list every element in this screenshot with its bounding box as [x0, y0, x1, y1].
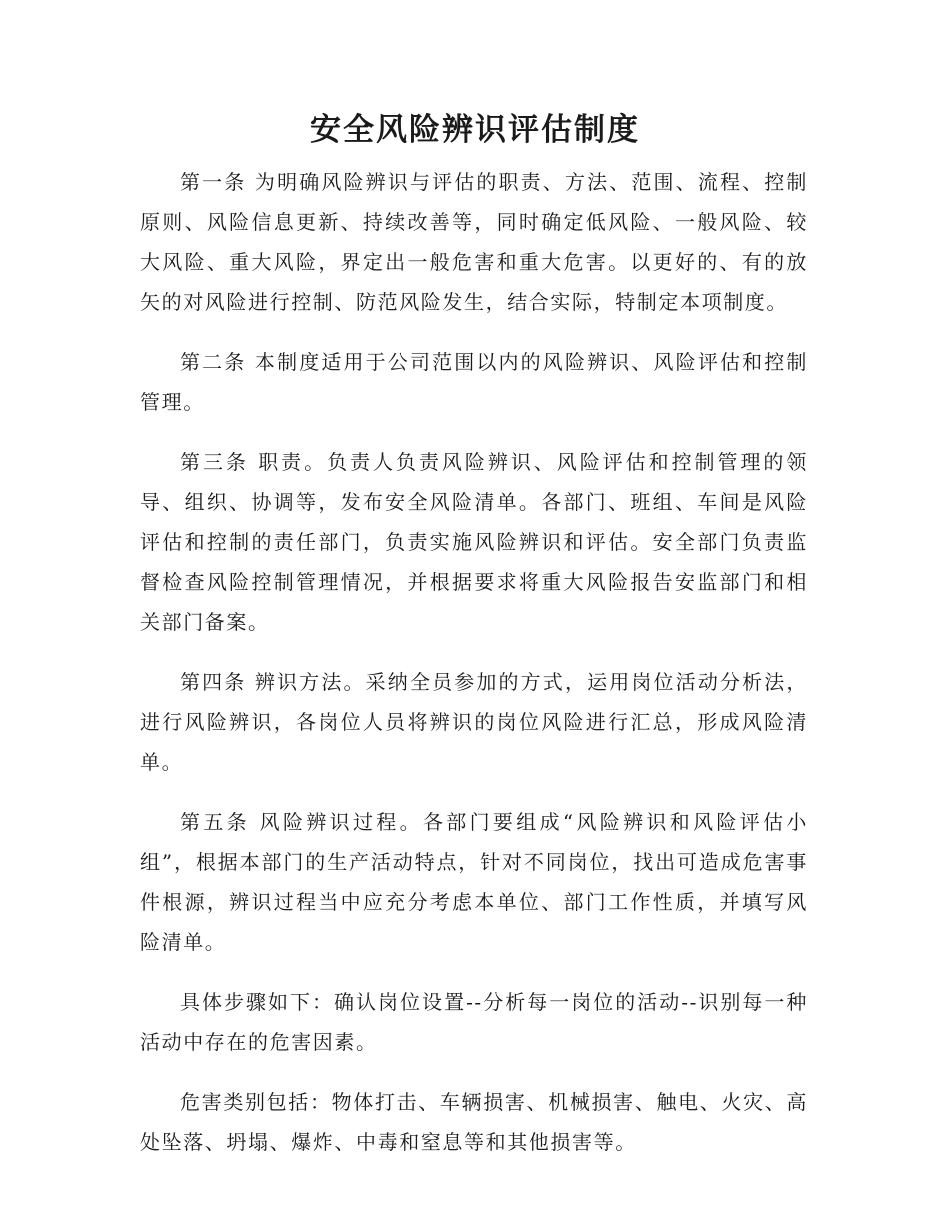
paragraph-hazard-types: 危害类别包括：物体打击、车辆损害、机械损害、触电、火灾、高处坠落、坍塌、爆炸、中毒和窒息等和其他损害等。: [140, 1090, 808, 1154]
paragraph-article-1: 第一条 为明确风险辨识与评估的职责、方法、范围、流程、控制原则、风险信息更新、持续改善等，同时确定低风险、一般风险、较大风险、重大风险，界定出一般危害和重大危害。以更好的、有的放矢的对风险进行控制、防范风险发生，结合实际，特制定本项制度。: [140, 170, 808, 314]
paragraph-steps: 具体步骤如下：确认岗位设置--分析每一岗位的活动--识别每一种活动中存在的危害因素。: [140, 990, 808, 1054]
paragraph-article-2: 第二条 本制度适用于公司范围以内的风险辨识、风险评估和控制管理。: [140, 350, 808, 414]
paragraph-article-5: 第五条 风险辨识过程。各部门要组成“风险辨识和风险评估小组”，根据本部门的生产活动特点，针对不同岗位，找出可造成危害事件根源，辨识过程当中应充分考虑本单位、部门工作性质，并填写风险清单。: [140, 810, 808, 954]
document-title: 安全风险辨识评估制度: [310, 112, 640, 148]
document-body: [140, 162, 808, 1182]
paragraph-article-3: 第三条 职责。负责人负责风险辨识、风险评估和控制管理的领导、组织、协调等，发布安全风险清单。各部门、班组、车间是风险评估和控制的责任部门，负责实施风险辨识和评估。安全部门负责监督检查风险控制管理情况，并根据要求将重大风险报告安监部门和相关部门备案。: [140, 450, 808, 634]
paragraph-article-4: 第四条 辨识方法。采纳全员参加的方式，运用岗位活动分析法，进行风险辨识，各岗位人员将辨识的岗位风险进行汇总，形成风险清单。: [140, 670, 808, 774]
